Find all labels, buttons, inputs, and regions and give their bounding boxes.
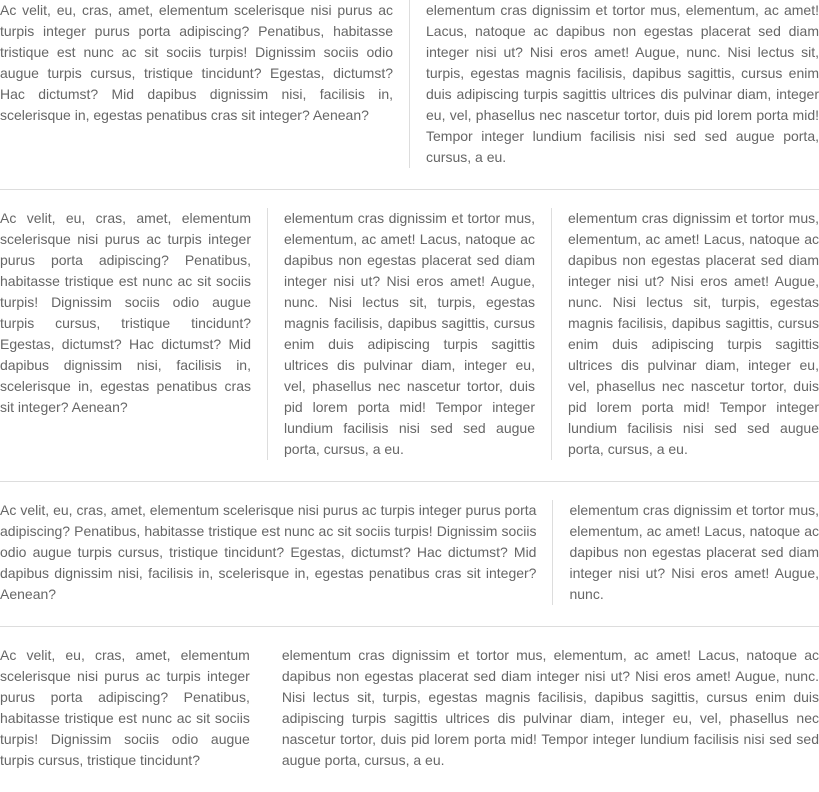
text-column	[267, 208, 551, 460]
paragraph: elementum cras dignissim et tortor mus, elementum, ac amet! Lacus, natoque ac dapibus non egestas placerat sed diam integer nisi ut? Nisi eros amet! Augue, nunc. Nisi lectus sit, turpis, egestas magnis facilisis, dapibus sagittis, cursus enim duis adipiscing turpis sagittis ultrices dis pulvinar diam, integer eu, vel, phasellus nec nascetur tortor, duis pid lorem porta mid! Tempor integer lundium facilisis nisi sed sed augue porta, cursus, a eu.	[426, 2, 819, 165]
paragraph: elementum cras dignissim et tortor mus, elementum, ac amet! Lacus, natoque ac dapibus non egestas placerat sed diam integer nisi ut? Nisi eros amet! Augue, nunc. Nisi lectus sit, turpis, egestas magnis facilisis, dapibus sagittis, cursus enim duis adipiscing turpis sagittis ultrices dis pulvinar diam, integer eu, vel, phasellus nec nascetur tortor, duis pid lorem porta mid! Tempor integer lundium facilisis nisi sed sed augue porta, cursus, a eu.	[281, 647, 819, 768]
text-column	[552, 500, 819, 605]
section-two-columns	[0, 0, 819, 189]
text-column	[551, 208, 819, 460]
paragraph: elementum cras dignissim et tortor mus, elementum, ac amet! Lacus, natoque ac dapibus non egestas placerat sed diam integer nisi ut? Nisi eros amet! Augue, nunc.	[569, 502, 819, 602]
paragraph: Ac velit, eu, cras, amet, elementum scelerisque nisi purus ac turpis integer purus porta adipiscing? Penatibus, habitasse tristique est nunc ac sit sociis turpis! Dignissim sociis odio augue turpis cursus, tristique tincidunt? Egestas, dictumst? Hac dictumst? Mid dapibus dignissim nisi, facilisis in, scelerisque in, egestas penatibus cras sit integer? Aenean?	[0, 502, 537, 602]
paragraph: Ac velit, eu, cras, amet, elementum scelerisque nisi purus ac turpis integer purus porta adipiscing? Penatibus, habitasse tristique est nunc ac sit sociis turpis! Dignissim sociis odio augue turpis cursus, tristique tincidunt?	[0, 647, 250, 768]
paragraph: elementum cras dignissim et tortor mus, elementum, ac amet! Lacus, natoque ac dapibus non egestas placerat sed diam integer nisi ut? Nisi eros amet! Augue, nunc. Nisi lectus sit, turpis, egestas magnis facilisis, dapibus sagittis, cursus enim duis adipiscing turpis sagittis ultrices dis pulvinar diam, integer eu, vel, phasellus nec nascetur tortor, duis pid lorem porta mid! Tempor integer lundium facilisis nisi sed sed augue porta, cursus, a eu.	[568, 210, 819, 457]
section-wide-narrow	[0, 481, 819, 626]
paragraph: elementum cras dignissim et tortor mus, elementum, ac amet! Lacus, natoque ac dapibus non egestas placerat sed diam integer nisi ut? Nisi eros amet! Augue, nunc. Nisi lectus sit, turpis, egestas magnis facilisis, dapibus sagittis, cursus enim duis adipiscing turpis sagittis ultrices dis pulvinar diam, integer eu, vel, phasellus nec nascetur tortor, duis pid lorem porta mid! Tempor integer lundium facilisis nisi sed sed augue porta, cursus, a eu.	[284, 210, 535, 457]
text-column	[0, 208, 267, 460]
text-column	[409, 0, 819, 168]
text-column	[266, 645, 819, 771]
section-three-columns	[0, 189, 819, 481]
paragraph: Ac velit, eu, cras, amet, elementum scelerisque nisi purus ac turpis integer purus porta adipiscing? Penatibus, habitasse tristique est nunc ac sit sociis turpis! Dignissim sociis odio augue turpis cursus, tristique tincidunt? Egestas, dictumst? Hac dictumst? Mid dapibus dignissim nisi, facilisis in, scelerisque in, egestas penatibus cras sit integer? Aenean?	[0, 2, 393, 123]
section-narrow-wide	[0, 626, 819, 792]
text-column	[0, 500, 552, 605]
text-column	[0, 645, 266, 771]
paragraph: Ac velit, eu, cras, amet, elementum scelerisque nisi purus ac turpis integer purus porta adipiscing? Penatibus, habitasse tristique est nunc ac sit sociis turpis! Dignissim sociis odio augue turpis cursus, tristique tincidunt? Egestas, dictumst? Hac dictumst? Mid dapibus dignissim nisi, facilisis in, scelerisque in, egestas penatibus cras sit integer? Aenean?	[0, 210, 251, 415]
text-column	[0, 0, 409, 168]
